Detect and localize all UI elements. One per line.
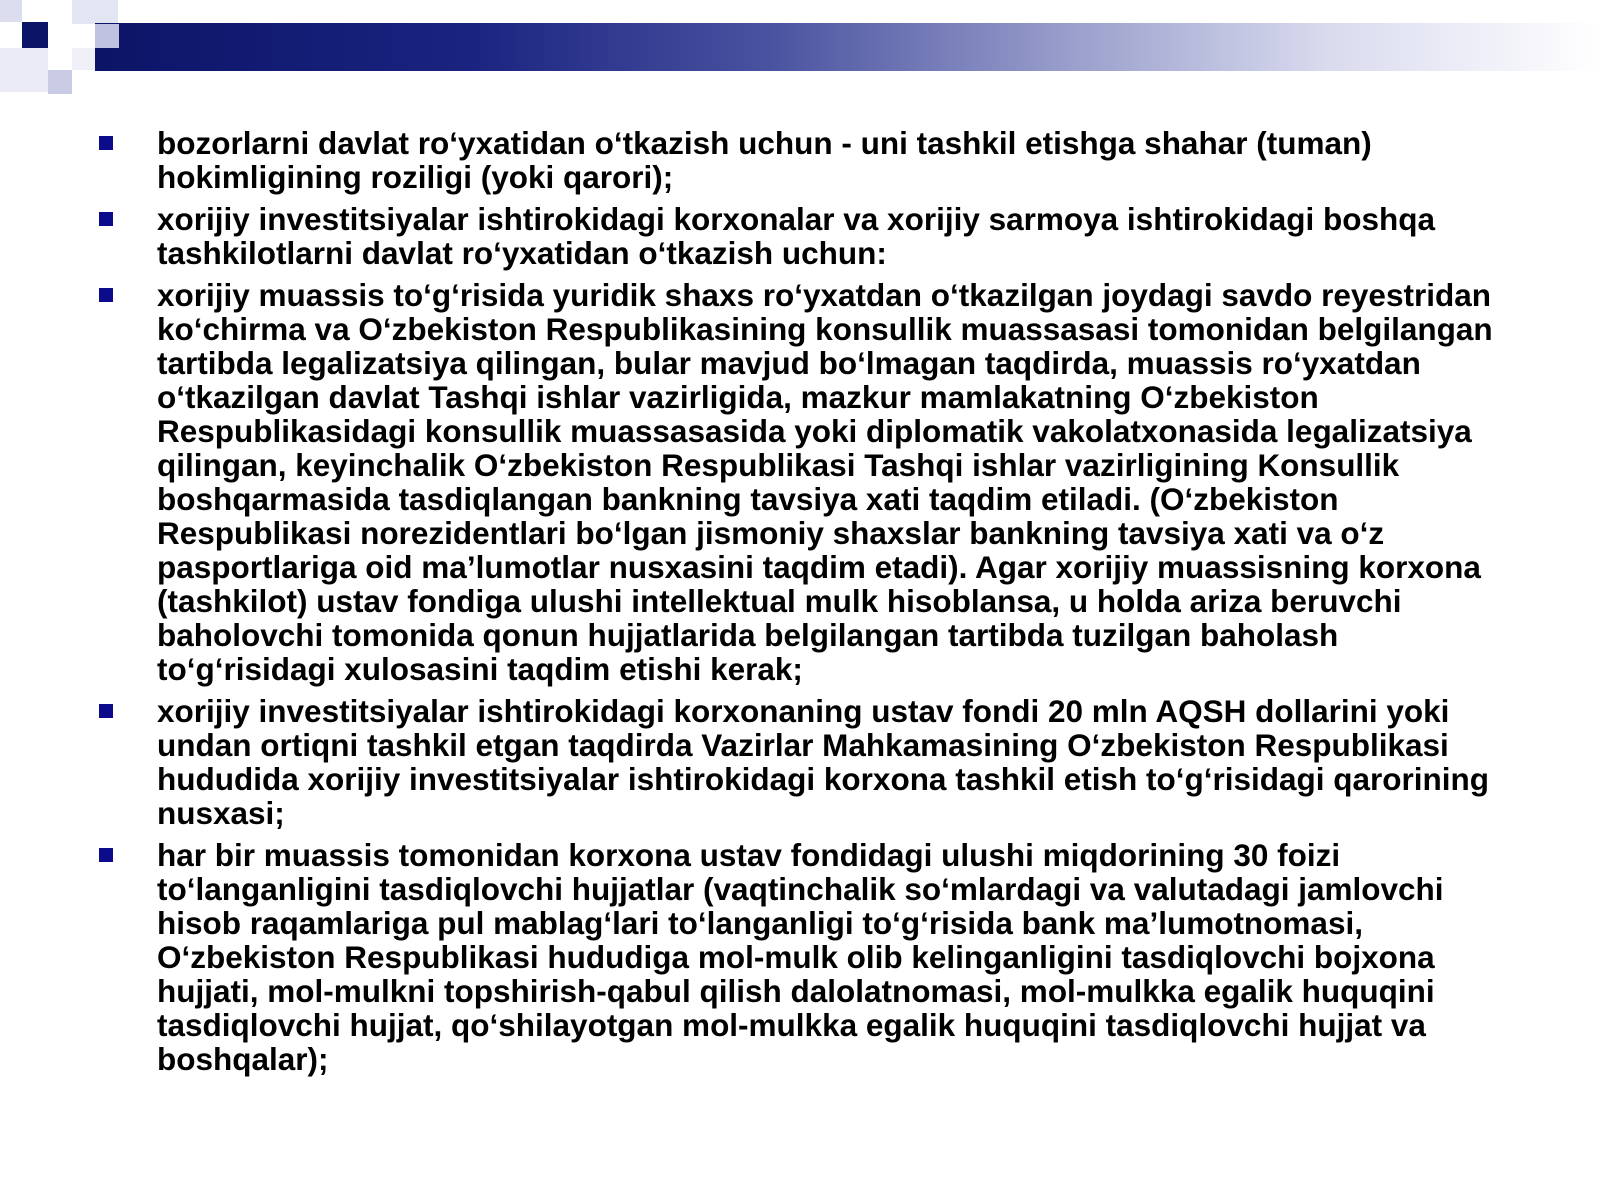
bullet-text: xorijiy investitsiyalar ishtirokidagi korxonalar va xorijiy sarmoya ishtirokidagi boshqa tashkilotlarni davlat ro‘yxatidan o‘tkazish uchun: — [157, 201, 1435, 271]
decor-square — [0, 48, 48, 92]
bullet-text: bozorlarni davlat ro‘yxatidan o‘tkazish uchun - uni tashkil etishga shahar (tuman) hokimligining roziligi (yoki qarori); — [157, 125, 1372, 195]
bullet-text: xorijiy muassis to‘g‘risida yuridik shaxs ro‘yxatdan o‘tkazilgan joydagi savdo reyestridan ko‘chirma va O‘zbekiston Respublikasining konsullik muassasasi tomonidan belgilangan tartibda legalizatsiya qilingan, bular mavjud bo‘lmagan taqdirda, muassis ro‘yxatdan o‘tkazilgan davlat Tashqi ishlar vazirligida, mazkur mamlakatning O‘zbekiston Respublikasidagi konsullik muassasasida yoki diplomatik vakolatxonasida legalizatsiya qilingan, keyinchalik O‘zbekiston Respublikasi Tashqi ishlar vazirligining Konsullik boshqarmasida tasdiqlangan bankning tavsiya xati taqdim etiladi. (O‘zbekiston Respublikasi norezidentlari bo‘lgan jismoniy shaxslar bankning tavsiya xati va o‘z pasportlariga oid ma’lumotlar nusxasini taqdim etadi). Agar xorijiy muassisning korxona (tashkilot) ustav fondiga ulushi intellektual mulk hisoblansa, u holda ariza beruvchi baholovchi tomonida qonun hujjatlarida belgilangan tartibda tuzilgan baholash to‘g‘risidagi xulosasini taqdim etishi kerak; — [157, 277, 1493, 687]
list-item — [95, 126, 1515, 194]
decor-square — [48, 70, 72, 94]
bullet-text: har bir muassis tomonidan korxona ustav fondidagi ulushi miqdorining 30 foizi to‘langanligini tasdiqlovchi hujjatlar (vaqtinchalik so‘mlardagi va valutadagi jamlovchi hisob raqamlariga pul mablag‘lari to‘langanligi to‘g‘risida bank ma’lumotnomasi, O‘zbekiston Respublikasi hududiga mol-mulk olib kelinganligini tasdiqlovchi bojxona hujjati, mol-mulkni topshirish-qabul qilish dalolatnomasi, mol-mulkka egalik huquqini tasdiqlovchi hujjat, qo‘shilayotgan mol-mulkka egalik huquqini tasdiqlovchi hujjat va boshqalar); — [157, 837, 1444, 1077]
list-item — [95, 838, 1515, 1076]
decor-square — [72, 48, 96, 70]
header-gradient-bar — [95, 23, 1600, 71]
decor-square-dark — [22, 22, 48, 48]
list-item — [95, 694, 1515, 830]
square-bullet-icon — [99, 704, 113, 718]
bullet-list — [95, 126, 1515, 1084]
square-bullet-icon — [99, 288, 113, 302]
list-item — [95, 202, 1515, 270]
decor-square — [72, 0, 118, 24]
decor-square — [95, 24, 119, 48]
decor-square — [0, 0, 22, 22]
square-bullet-icon — [99, 848, 113, 862]
square-bullet-icon — [99, 212, 113, 226]
bullet-text: xorijiy investitsiyalar ishtirokidagi korxonaning ustav fondi 20 mln AQSH dollarini yoki undan ortiqni tashkil etgan taqdirda Vazirlar Mahkamasining O‘zbekiston Respublikasi hududida xorijiy investitsiyalar ishtirokidagi korxona tashkil etish to‘g‘risidagi qarorining nusxasi; — [157, 693, 1490, 831]
square-bullet-icon — [99, 136, 113, 150]
list-item — [95, 278, 1515, 686]
